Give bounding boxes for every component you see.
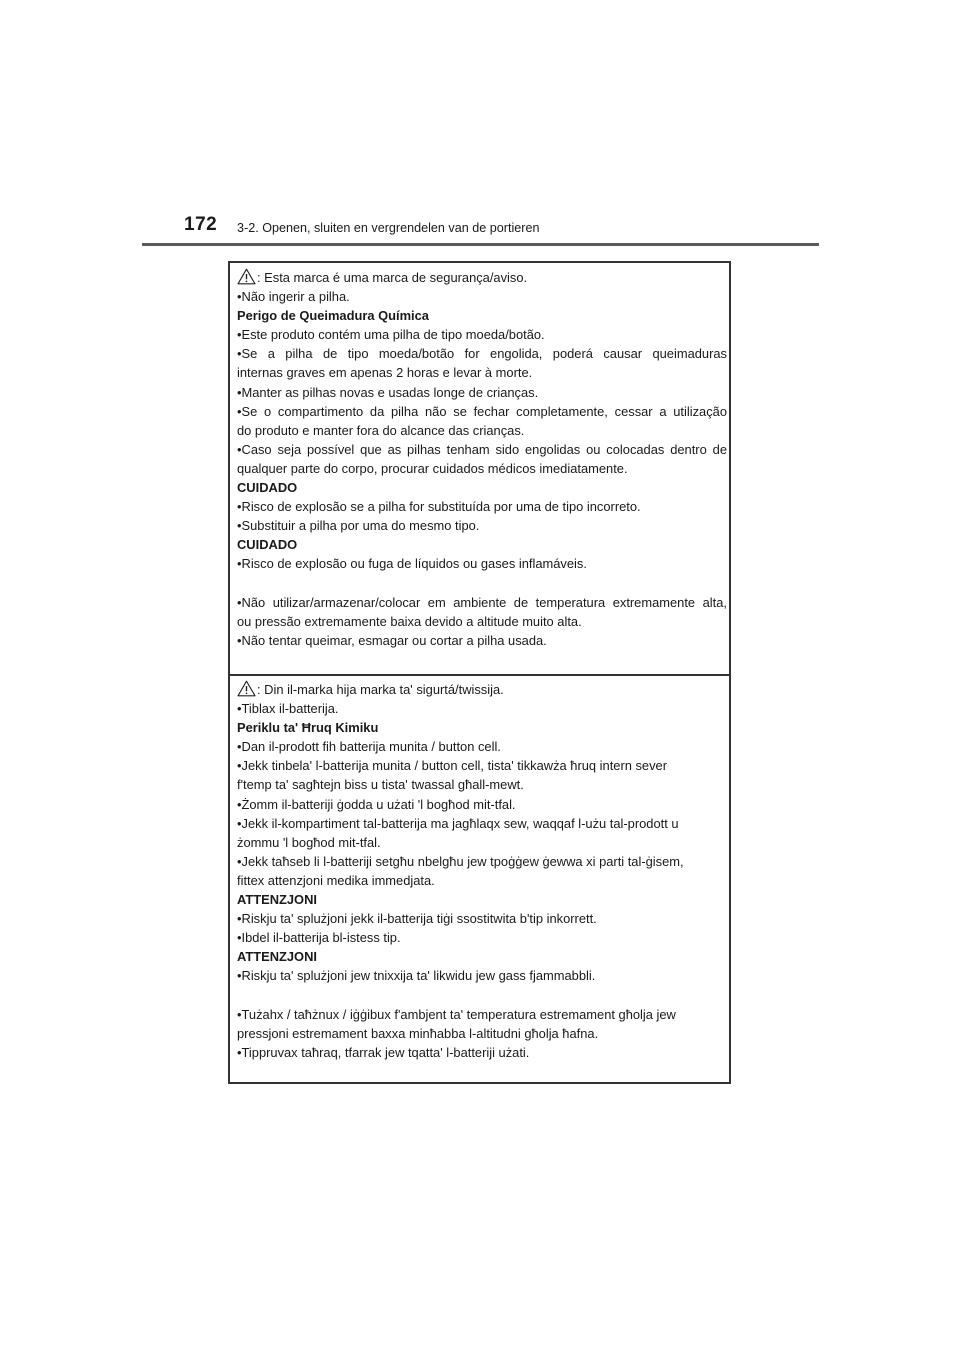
blank-line xyxy=(237,986,727,1005)
text-line: f'temp ta' sagħtejn biss u tista' twassal għall-mewt. xyxy=(237,777,524,793)
subheading: CUIDADO xyxy=(237,537,298,553)
subheading: Perigo de Queimadura Química xyxy=(237,308,429,324)
text-line: •Jekk taħseb li l-batteriji setgħu nbelgħu jew tpoġġew ġewwa xi parti tal-ġisem, xyxy=(237,853,684,869)
subheading: ATTENZJONI xyxy=(237,892,317,908)
text-line: do produto e manter fora do alcance das crianças. xyxy=(237,422,525,438)
warning-label-line xyxy=(237,680,727,699)
warning-triangle-icon xyxy=(237,268,256,285)
section-divider xyxy=(230,674,729,676)
text-line: •Ibdel il-batterija bl-istess tip. xyxy=(237,930,401,946)
text-line: ou pressão extremamente baixa devido a altitude muito alta. xyxy=(237,613,582,629)
text-line: •Risco de explosão ou fuga de líquidos ou gases inflamáveis. xyxy=(237,556,587,572)
blank-line xyxy=(237,574,727,593)
text-line: •Żomm il-batteriji ġodda u użati 'l bogħod mit-tfal. xyxy=(237,796,516,812)
text-line: •Riskju ta' splużjoni jew tnixxija ta' likwidu jew gass fjammabbli. xyxy=(237,968,596,984)
warning-label-line xyxy=(237,268,727,287)
warning-label: : Esta marca é uma marca de segurança/aviso. xyxy=(257,270,528,285)
maltese-warning-section xyxy=(237,680,727,1062)
text-line: •Tiblax il-batterija. xyxy=(237,701,339,717)
portuguese-warning-section xyxy=(237,268,727,650)
text-line: •Dan il-prodott fih batterija munita / button cell. xyxy=(237,739,501,755)
header-rule xyxy=(142,243,819,246)
section-title: 3-2. Openen, sluiten en vergrendelen van de portieren xyxy=(237,221,540,235)
subheading: ATTENZJONI xyxy=(237,949,317,965)
text-line: •Riskju ta' splużjoni jekk il-batterija tiġi ssostitwita b'tip inkorrett. xyxy=(237,911,597,927)
page-number: 172 xyxy=(184,214,218,235)
warning-triangle-icon xyxy=(237,680,256,697)
text-line: •Se a pilha de tipo moeda/botão for engolida, poderá causar queimaduras xyxy=(237,346,727,362)
warning-box xyxy=(228,261,731,1084)
text-line: •Jekk tinbela' l-batterija munita / button cell, tista' tikkawża ħruq intern sever xyxy=(237,758,668,774)
text-line: •Este produto contém uma pilha de tipo moeda/botão. xyxy=(237,327,545,343)
text-line: internas graves em apenas 2 horas e levar à morte. xyxy=(237,365,533,381)
text-line: •Jekk il-kompartiment tal-batterija ma jagħlaqx sew, waqqaf l-użu tal-prodott u xyxy=(237,815,679,831)
text-line: qualquer parte do corpo, procurar cuidados médicos imediatamente. xyxy=(237,460,628,476)
subheading: Periklu ta' Ħruq Kimiku xyxy=(237,720,379,736)
text-line: •Tippruvax taħraq, tfarrak jew tqatta' l-batteriji użati. xyxy=(237,1044,530,1060)
text-line: pressjoni estremament baxxa minħabba l-altitudni għolja ħafna. xyxy=(237,1025,599,1041)
text-line: fittex attenzjoni medika immedjata. xyxy=(237,872,435,888)
text-line: •Tużahx / taħżnux / iġġibux f'ambjent ta' temperatura estremament għolja jew xyxy=(237,1006,676,1022)
warning-label: : Din il-marka hija marka ta' sigurtá/twissija. xyxy=(257,682,504,697)
subheading: CUIDADO xyxy=(237,480,298,496)
text-line: •Não ingerir a pilha. xyxy=(237,289,350,305)
text-line: •Não utilizar/armazenar/colocar em ambiente de temperatura extremamente alta, xyxy=(237,594,727,610)
text-line: żommu 'l bogħod mit-tfal. xyxy=(237,834,381,850)
text-line: •Não tentar queimar, esmagar ou cortar a pilha usada. xyxy=(237,632,547,648)
text-line: •Substituir a pilha por uma do mesmo tipo. xyxy=(237,518,480,534)
text-line: •Caso seja possível que as pilhas tenham sido engolidas ou colocadas dentro de xyxy=(237,441,727,457)
text-line: •Se o compartimento da pilha não se fechar completamente, cessar a utilização xyxy=(237,403,727,419)
text-line: •Manter as pilhas novas e usadas longe de crianças. xyxy=(237,384,539,400)
text-line: •Risco de explosão se a pilha for substituída por uma de tipo incorreto. xyxy=(237,499,641,515)
